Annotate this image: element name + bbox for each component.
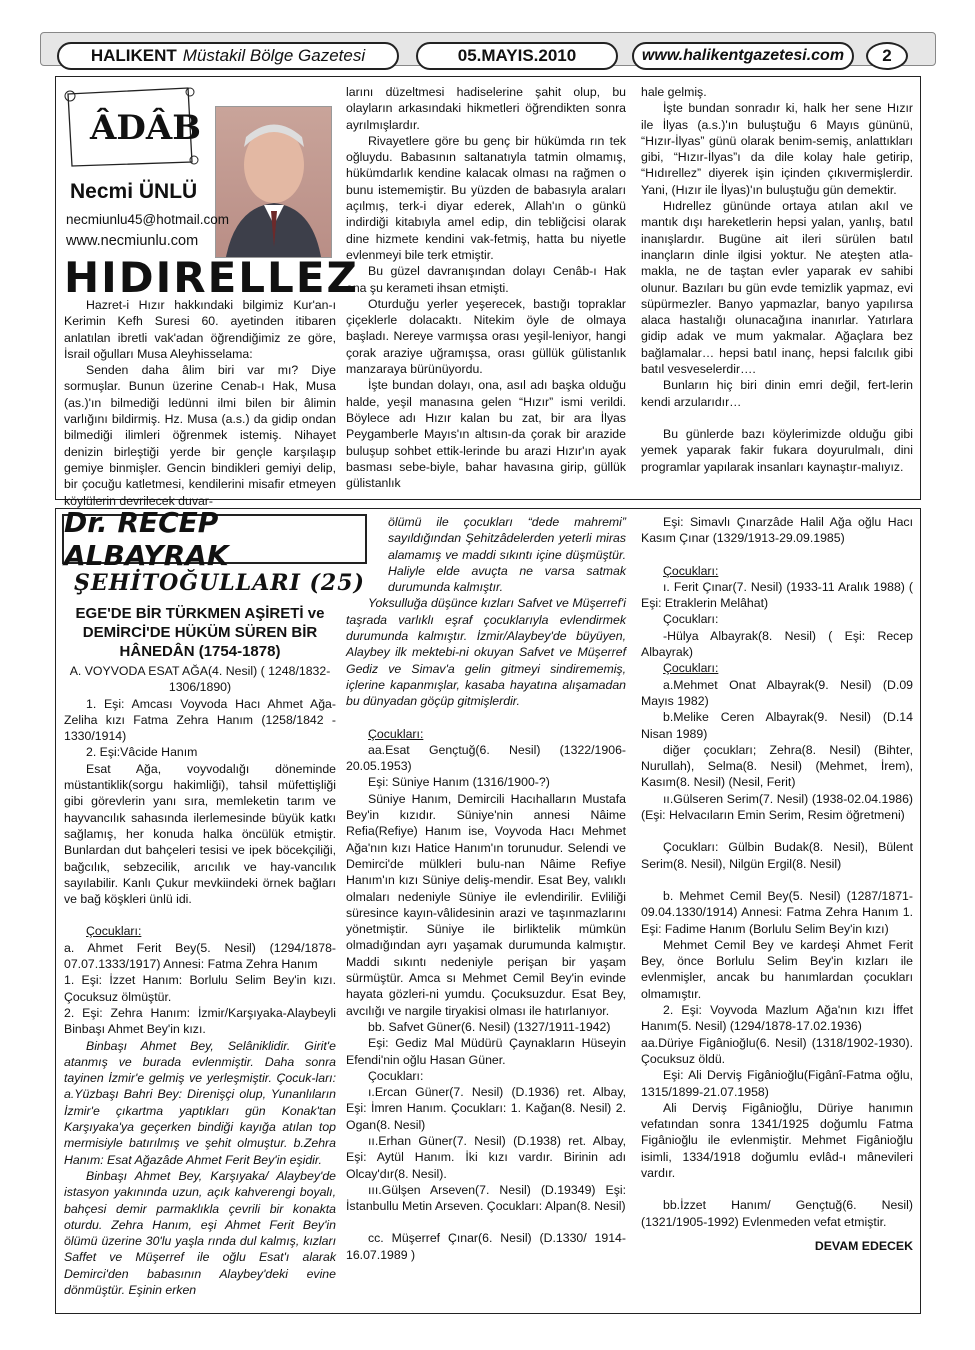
- paragraph: ıı.Gülseren Serim(7. Nesil) (1938-02.04.1986) (Eşi: Helvacıların Emin Serim, Resim öğretmeni): [641, 791, 913, 823]
- date-box: [416, 42, 618, 70]
- paragraph: Çocukları: Gülbin Budak(8. Nesil), Bülent Serim(8. Nesil), Nilgün Ergil(8. Nesil): [641, 840, 913, 871]
- paragraph: Binbaşı Ahmet Bey, Karşıyaka/ Alaybey'de istasyon yakınında uzun, açık kahverengi boyalı, bahçesi demir parmaklıkla çevrili bir konakta oturdu. Zehra Hanım, eşi Ahmet Ferit Bey'in ölümü üzerine 30'lu yaşla rında dul kalmış, kızları Saffet ve Müşerref ile oğlu Esat'ı alarak Demirci'den babasının Alaybey'deki evine dönmüştür. Eşinin erken: [64, 1168, 336, 1297]
- paragraph: Yoksulluğa düşünce kızları Safvet ve Müşerref'i taşrada varlıklı eşraf çocuklarıyla evlendirmek durumunda kalmıştır. İzmir/Alaybey'de büyüyen, Alaybey ilk mektebi-ni okuyan Safvet ve Müşerref Gediz ve Simav'a gelin gitmeyi sindirememiş, içlerine kapanmışlar, kasaba hayatına alışamadan bu dünyadan göçüp gitmişlerdir.: [346, 596, 626, 709]
- paragraph: İşte bundan sonradır ki, halk her sene Hızır ile İlyas (a.s.)'ın buluştuğu 6 Mayıs gününü, “Hızır-İlyas” günü olarak benim-semiş, anlattıkları gibi, “Hızır-İlyas”ı da dile kolay hale getirip, “Hıdırellez” diyerek işin içinden çıkıvermişlerdir. Yani, (Hızır ile İlyas)'ın buluştuğu gün demektir.: [641, 101, 913, 197]
- continued-label: DEVAM EDECEK: [814, 1238, 913, 1253]
- paragraph: 1. Eşi: İzzet Hanım: Borlulu Selim Bey'in kızı. Çocuksuz ölmüştür.: [64, 973, 336, 1004]
- paragraph: ı.Ercan Güner(7. Nesil) (D.1936) ret. Albay, Eşi: İmren Hanım. Çocukları: 1. Kağan(8. Nesil) 2. Ogan(8. Nesil): [346, 1085, 626, 1132]
- paragraph: Eşi: Ali Derviş Figânioğlu(Figânî-Fatma oğlu, 1315/1899-21.07.1958): [641, 1068, 913, 1099]
- paragraph: bb.İzzet Hanım/ Gençtuğ(6. Nesil) (1321/1905-1992) Evlenmeden vefat etmiştir.: [641, 1198, 913, 1229]
- section-label: Çocukları:: [368, 726, 424, 741]
- paper-name: HALIKENT: [90, 46, 177, 65]
- paragraph: 2. Eşi: Zehra Hanım: İzmir/Karşıyaka-Alaybeyli Binbaşı Ahmet Bey'in kızı.: [64, 1005, 336, 1037]
- paragraph: -Hülya Albayrak(8. Nesil) ( Eşi: Recep Albayrak): [641, 628, 913, 660]
- paper-website: www.halikentgazetesi.com: [641, 47, 845, 64]
- paragraph: A. VOYVODA ESAT AĞA(4. Nesil) ( 1248/1832-1306/1890): [69, 664, 331, 695]
- paragraph: Eşi: Gediz Mal Müdürü Çaynakların Hüseyin Efendi'nin oğlu Hasan Güner.: [346, 1036, 626, 1067]
- paragraph: Bunların hiç biri dinin emri değil, fert-lerin kendi arzularıdır…: [641, 378, 913, 409]
- website-box: [632, 42, 854, 70]
- page-number-box: [866, 42, 908, 70]
- paragraph: 2. Eşi:Vâcide Hanım: [86, 745, 198, 760]
- hidirellez-column-2: [346, 84, 626, 491]
- paragraph: Mehmet Cemil Bey ve kardeşi Ahmet Ferit Bey, önce Borlulu Selim Bey'in kızları ile evlenmişler, ancak bu hanımlardan çocukları olmamıştır.: [641, 937, 913, 1001]
- issue-date: 05.MAYIS.2010: [457, 46, 577, 65]
- author-photo: [215, 106, 332, 258]
- sehitogullari-column-2: [346, 514, 626, 1263]
- hidirellez-column-1: [64, 297, 336, 509]
- paragraph: ııı.Gülşen Arseven(7. Nesil) (D.19349) Eşi: İstanbullu Metin Arseven. Çocukları: Alpan(8. Nesil): [346, 1182, 626, 1214]
- paragraph: Süniye Hanım, Demircili Hacıhalların Mustafa Bey'in kızıdır. Süniye'nin annesi Nâime Refia(Refiye) Hanım ise, Voyvoda Hacı Mehmet Ağa'nın kızı Hatice Hanım'ın torunudur. Selendi ve Demirci'de mülkleri bulu-nan Nâime Refiye Hanım'ın kızı Süniye deliş-mendir. Esat Bey, valıklı olmaları nedeniyle Süniye ile evlendirilir. Evliliği süresince kayın-vâlidesinin arazi ve taşınmazlarını yönetmiştir. Süniye ile birliktelik mümkün olmadığından ayrı yaşamak durumunda kalmıştır. Maddi sıkıntı nedeniyle perişan bir yaşam sürmüştür. Amca sı Mehmet Cemil Bey'in evinde hayata gözleri-ni yumdu. Çocuksuzdur. Esat Bey, avcılığı ve nargile tiryakisi olması ile hatırlanıyor.: [346, 791, 626, 1018]
- paragraph: Hazret-i Hızır hakkındaki bilgimiz Kur'an-ı Kerimin Kefh Suresi 60. ayetinden itibaren anlatılan ibretli vak'adan öğrendiğimiz ze göre, İsrail oğulları Musa Aleyhisselama:: [64, 298, 336, 361]
- paragraph: 1. Eşi: Amcası Voyvoda Hacı Ahmet Ağa-Zeliha kızı Fatma Zehra Hanım (1258/1842 - 1330/1914): [64, 696, 336, 744]
- paragraph: Ali Derviş Figânioğlu, Düriye hanımın vefatından sonra 1341/1925 doğumlu Fatma Figânioğlu ile evlenmiştir. Mehmet Figânioğlu isimli, 1334/1918 doğumlu evlâd-ı mânevileri vardır.: [641, 1100, 913, 1180]
- column-name: ÂDÂB: [90, 108, 201, 148]
- paragraph: Eşi: Süniye Hanım (1316/1900-?): [368, 775, 550, 790]
- section-label: Çocukları:: [663, 563, 719, 578]
- author-email[interactable]: necmiunlu45@hotmail.com: [66, 212, 230, 227]
- paragraph: aa.Düriye Figânioğlu(6. Nesil) (1318/1902-1930). Çocuksuz öldü.: [641, 1035, 913, 1066]
- author-website[interactable]: www.necmiunlu.com: [66, 233, 199, 249]
- hidirellez-column-3: [641, 84, 913, 475]
- series-title-box: [62, 566, 377, 600]
- sehitogullari-column-1: [64, 604, 336, 1298]
- paragraph: cc. Müşerref Çınar(6. Nesil) (D.1330/ 1914-16.07.1989 ): [346, 1231, 626, 1262]
- paragraph: b.Melike Ceren Albayrak(9. Nesil) (D.14 Nisan 1989): [641, 710, 913, 741]
- series-title: ŞEHİTOĞULLARI (25): [74, 570, 365, 596]
- paragraph: hale gelmiş.: [641, 85, 707, 99]
- article-title: HIDIRELLEZ: [64, 253, 359, 302]
- paragraph: a.Mehmet Onat Albayrak(9. Nesil) (D.09 Mayıs 1982): [641, 677, 913, 708]
- paragraph: Esat Ağa, voyvodalığı döneminde müstantiklik(sorgu hakimliği), tahsil müfettişliği gibi görevlerin yanı sıra, memleketin tarım ve hayvancılık sahasında ilerlemesinde büyük katkı sağlamış, her konuda halka öncülük etmiştir. Bunlardan dut bahçeleri tesisi ve ipek böcekçiliği, bağcılık, sebzecilik, arıcılık ve hay-vancılık sayılabilir. Kanlı Çukur mevkiindeki örnek bağları ve bağ köşkleri ünlü idi.: [64, 761, 336, 907]
- paragraph: a. Ahmet Ferit Bey(5. Nesil) (1294/1878-07.07.1333/1917) Annesi: Fatma Zehra Hanım: [64, 940, 336, 972]
- sehitogullari-column-3: [641, 514, 913, 1254]
- paragraph: Senden daha âlim biri var mı? Diye sormuşlar. Bunun üzerine Cenab-ı Hak, Musa (as.)'ın bilmediği ledünni ilmi bilen bir âlimin varlığını bildirmiş. Hz. Musa (a.s.) da gidip ondan bilmediği ilimleri öğrenmek istemiş. Nihayet denizin birleştiği yerde bir gençle karşılaşıp gemiye binmişler. Gencin bindikleri gemiyi delip, bir çocuğu katletmesi, kendilerini misafir etmeyen köylülerin devrilecek duvar-: [64, 363, 336, 508]
- paragraph: Eşi: Simavlı Çınarzâde Halil Ağa oğlu Hacı Kasım Çınar (1329/1913-29.09.1985): [641, 515, 913, 546]
- paragraph: ölümü ile çocukları “dede mahremi” sayıldığından Şehitzâdelerden yeterli miras alamamış ve maddi sıkıntı içine düşmüştür. Haliyle elde avuçta ne varsa satmak durumunda kalmıştır.: [388, 515, 626, 595]
- paragraph: Hıdrellez gününde ortaya atılan akıl ve mantık dışı hareketlerin hepsi yalan, yanlış, batıl inanışlardır. Bugüne ait ileri sürülen batıl inançların dinle ilgisi yoktur. Ne ateşten atla-makla, ne de taştan evler yaparak ev sahibi olunur. Bazıları bu gün evde temizlik yapmaz, evi süpürmezler. Banyo yapmazlar, banyo yapılırsa alaca hastalığı olunacağına inanırlar. Yatırlara gidip adak ve mum yakmalar. Ağaçlara bez bağlamalar… hepsi batıl inanç, hepsi falcılık gibi batıl vesveselerdir….: [641, 199, 913, 377]
- section-label: Çocukları:: [663, 612, 719, 627]
- section-label: Çocukları:: [86, 924, 142, 939]
- article-headline: EGE'DE BİR TÜRKMEN AŞİRETİ ve DEMİRCİ'DE HÜKÜM SÜREN BİR HÂNEDÂN (1754-1878): [75, 605, 325, 660]
- paragraph: bb. Safvet Güner(6. Nesil) (1327/1911-1942): [368, 1019, 611, 1034]
- paragraph: 2. Eşi: Voyvoda Mazlum Ağa'nın kızı İffet Hanım(5. Nesil) (1294/1878-17.02.1936): [641, 1003, 913, 1034]
- paragraph: Oturduğu yerler yeşerecek, bastığı topraklar çiçeklerle dolacaktı. Nitekim öyle de olmaya başladı. Nereye varmışsa orası yeşil-leniyor, hangi çorak araziye uğramışsa, orası güllük gülistanlık manzaraya bürünüyordu.: [346, 296, 626, 377]
- paragraph: aa.Esat Gençtuğ(6. Nesil) (1322/1906-20.05.1953): [346, 742, 626, 774]
- author-name: Necmi ÜNLÜ: [70, 180, 198, 203]
- paragraph: ıı.Erhan Güner(7. Nesil) (D.1938) ret. Albay, Eşi: Aytül Hanım. İki kızı vardır. Birinin adı Olcay'dır(8. Nesil).: [346, 1133, 626, 1181]
- paper-name-box: [57, 42, 399, 70]
- paragraph: ı. Ferit Çınar(7. Nesil) (1933-11 Aralık 1988) ( Eşi: Etraklerin Melâhat): [641, 579, 913, 611]
- section-label: Çocukları:: [663, 661, 719, 676]
- paragraph: diğer çocukları; Zehra(8. Nesil) (Bihter, Nurullah), Selma(8. Nesil) (Mehmet, İrem), Kasım(8. Nesil) (Nesil, Ferit): [641, 742, 913, 790]
- section-label: Çocukları:: [368, 1068, 424, 1083]
- paragraph: larını düzeltmesi hadiselerine şahit olup, bu olayların arkasındaki hikmetleri öğrendikten sonra ayrılmışlardır.: [346, 85, 626, 132]
- portrait-icon: [216, 107, 331, 257]
- paragraph: Bu güzel davranışından dolayı Cenâb-ı Hak ona şu kerameti ihsan etmişti.: [346, 264, 626, 295]
- series-author-box: [62, 506, 367, 572]
- paragraph: b. Mehmet Cemil Bey(5. Nesil) (1287/1871-09.04.1330/1914) Annesi: Fatma Zehra Hanım 1. Eşi: Fadime Hanım (Borlulu Selim Bey'in kızı): [641, 888, 913, 936]
- paragraph: Rivayetlere göre bu genç bir hükümda rın tek oğluydu. Babasının saltanatıyla tatmin olmamış, hükümdarlık kendine kalacak olması na rağmen o bunu istememiştir. Bu yüzden de babasıyla araları açılmış, terk-i diyar ederek, Allah'ın o günkü indirdiği kitabıyla amel edip, din tebliğcisi olarak dine hizmete kendini vak-fetmiş, hatta bu niyetle evlenmeyi bile terk etmiştir.: [346, 133, 626, 262]
- series-author: Dr. RECEP ALBAYRAK: [64, 506, 229, 572]
- page-number: 2: [882, 46, 892, 65]
- paper-subtitle: Müstakil Bölge Gazetesi: [182, 46, 366, 65]
- paragraph: İşte bundan dolayı, ona, asıl adı başka olduğu halde, yeşil manasına gelen “Hızır” ismi verildi. Böylece adı Hızır kalan bu zat, bir ara İlyas Peygamberle Mayıs'ın altısın-da çorak bir arazide buluşup sohbet ettik-lerinde bu arazi Hızır'ın ayak basması sebe-biyle, bahar havasına girip, güllük gülistanlık: [346, 378, 626, 491]
- paragraph: Binbaşı Ahmet Bey, Selâniklidir. Girit'e atanmış ve burada evlenmiştir. Daha sonra tayinen İzmir'e gelmiş ve yerleşmiştir. Çocuk-ları: a.Yüzbaşı Bahri Bey: Direnişçi olup, Yunanlıların İzmir'e çıkartma yaptıkları gün Konak'tan Karşıyaka'ya geçerken bindiği kayığa atılan top mermisiyle batırılmış ve şehit olmuştur. b.Zehra Hanım: Esat Ağazâde Ahmet Ferit Bey'in eşidir.: [64, 1038, 336, 1167]
- paragraph: Bu günlerde bazı köylerimizde olduğu gibi yemek yaparak fakir fukara doyurulmalı, dini programlar yapılarak insanları kaynaştır-malıyız.: [641, 426, 913, 474]
